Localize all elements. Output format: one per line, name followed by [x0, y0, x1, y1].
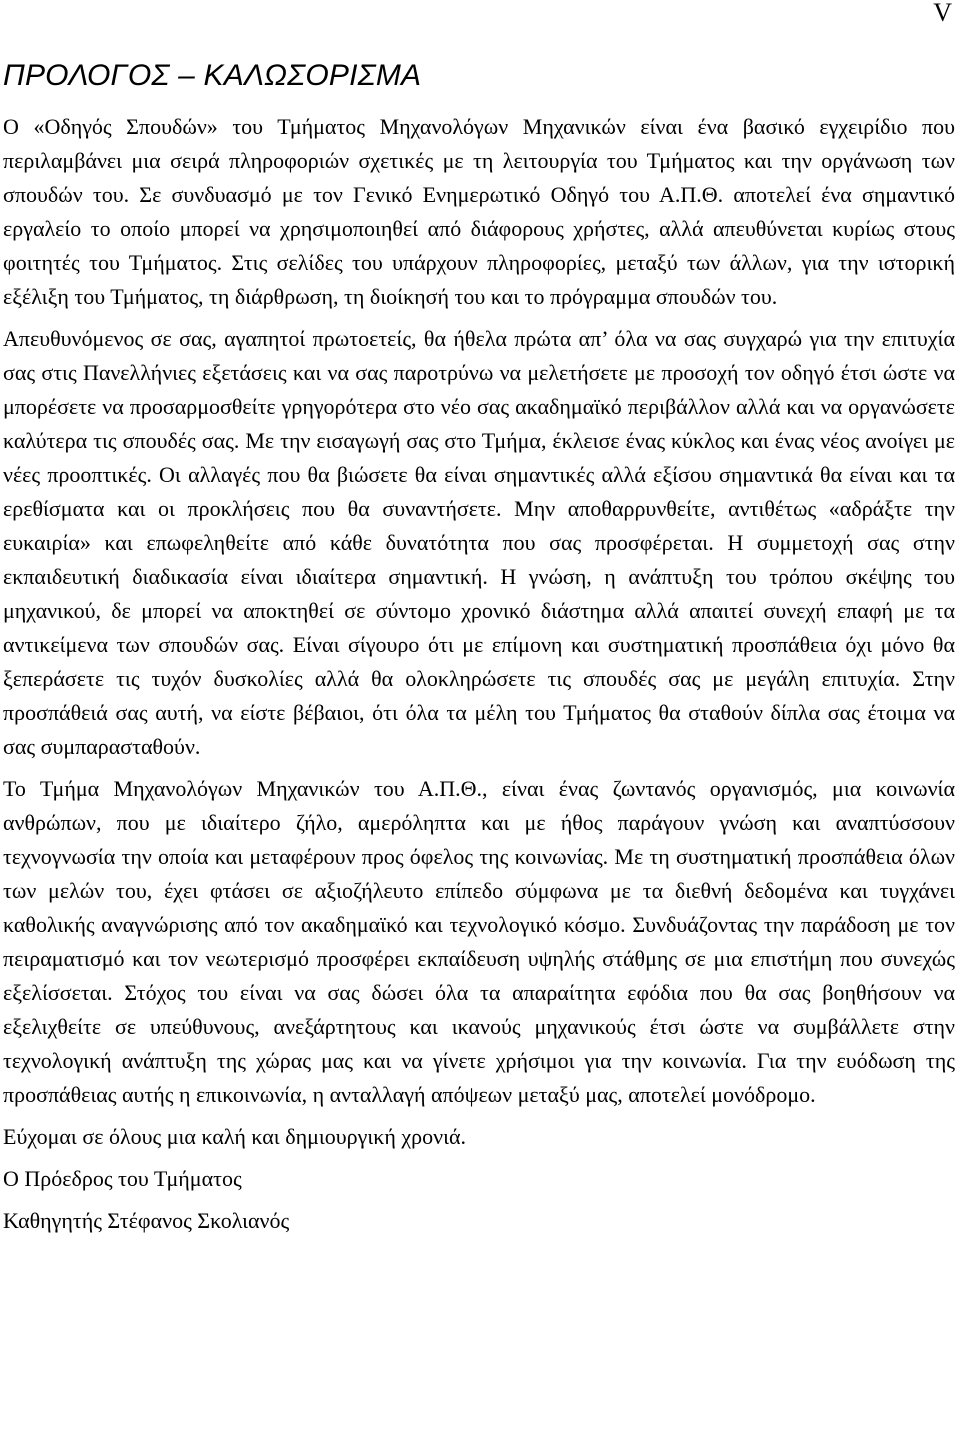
department-paragraph: Το Τμήμα Μηχανολόγων Μηχανικών του Α.Π.Θ., είναι ένας ζωντανός οργανισμός, μια κοινωνία ανθρώπων, που με ιδιαίτερο ζήλο, αμερόληπτα και με ήθος παράγουν γνώση και αναπτύσσουν τεχνογνωσία την οποία και μεταφέρουν προς όφελος της κοινωνίας. Με τη συστηματική προσπάθεια όλων των μελών του, έχει φτάσει σε αξιοζήλευτο επίπεδο σύμφωνα με τα διεθνή δεδομένα και τυγχάνει καθολικής αναγνώρισης από τον ακαδημαϊκό και τεχνολογικό κόσμο. Συνδυάζοντας την παράδοση με τον πειραματισμό και τον νεωτερισμό προσφέρει εκπαίδευση υψηλής στάθμης σε μια επιστήμη που συνεχώς εξελίσσεται. Στόχος του είναι να σας δώσει όλα τα απαραίτητα εφόδια που θα σας βοηθήσουν να εξελιχθείτε σε υπεύθυνους, ανεξάρτητους και ικανούς μηχανικούς έτσι ώστε να συμβάλλετε στην τεχνολογική ανάπτυξη της χώρας μας και να γίνετε χρήσιμοι για την κοινωνία. Για την ευόδωση της προσπάθειας αυτής η επικοινωνία, η ανταλλαγή απόψεων μεταξύ μας, αποτελεί μονόδρομο.	[3, 776, 955, 1107]
page-title: ΠΡΟΛΟΓΟΣ – ΚΑΛΩΣΟΡΙΣΜΑ	[3, 59, 422, 92]
signature-role: Ο Πρόεδρος του Τμήματος	[3, 1166, 242, 1191]
signature-name: Καθηγητής Στέφανος Σκολιανός	[3, 1208, 290, 1233]
closing-wish: Εύχομαι σε όλους μια καλή και δημιουργική χρονιά.	[3, 1124, 467, 1149]
intro-paragraph: Ο «Οδηγός Σπουδών» του Τμήματος Μηχανολόγων Μηχανικών είναι ένα βασικό εγχειρίδιο που περιλαμβάνει μια σειρά πληροφοριών σχετικές με τη λειτουργία του Τμήματος και την οργάνωση των σπουδών του. Σε συνδυασμό με τον Γενικό Ενημερωτικό Οδηγό του Α.Π.Θ. αποτελεί ένα σημαντικό εργαλείο το οποίο μπορεί να χρησιμοποιηθεί από διάφορους χρήστες, αλλά απευθύνεται κυρίως στους φοιτητές του Τμήματος. Στις σελίδες του υπάρχουν πληροφορίες, μεταξύ των άλλων, για την ιστορική εξέλιξη του Τμήματος, τη διάρθρωση, τη διοίκησή του και το πρόγραμμα σπουδών του.	[3, 114, 955, 309]
freshmen-paragraph: Απευθυνόμενος σε σας, αγαπητοί πρωτοετείς, θα ήθελα πρώτα απ’ όλα να σας συγχαρώ για την επιτυχία σας στις Πανελλήνιες εξετάσεις και να σας παροτρύνω να μελετήσετε με προσοχή τον οδηγό έτσι ώστε να μπορέσετε να προσαρμοσθείτε γρηγορότερα στο νέο σας ακαδημαϊκό περιβάλλον αλλά και να οργανώσετε καλύτερα τις σπουδές σας. Με την εισαγωγή σας στο Τμήμα, έκλεισε ένας κύκλος και ένας νέος ανοίγει με νέες προοπτικές. Οι αλλαγές που θα βιώσετε θα είναι σημαντικές αλλά εξίσου σημαντικά θα είναι και τα ερεθίσματα και οι προκλήσεις που θα συναντήσετε. Μην αποθαρρυνθείτε, αντιθέτως «αδράξτε την ευκαιρία» και επωφεληθείτε από κάθε δυνατότητα που σας προσφέρεται. Η συμμετοχή σας στην εκπαιδευτική διαδικασία είναι ιδιαίτερα σημαντική. Η γνώση, η ανάπτυξη του τρόπου σκέψης του μηχανικού, δε μπορεί να αποκτηθεί σε σύντομο χρονικό διάστημα αλλά απαιτεί συνεχή επαφή με τα αντικείμενα των σπουδών σας. Είναι σίγουρο ότι με επίμονη και συστηματική προσπάθεια όχι μόνο θα ξεπεράσετε τις τυχόν δυσκολίες αλλά θα ολοκληρώσετε τις σπουδές σας με μεγάλη επιτυχία. Στην προσπάθειά σας αυτή, να είστε βέβαιοι, ότι όλα τα μέλη του Τμήματος θα σταθούν δίπλα σας έτοιμα να σας συμπαρασταθούν.	[3, 326, 955, 759]
page-number: V	[933, 0, 952, 27]
document-page	[3, 56, 955, 1246]
